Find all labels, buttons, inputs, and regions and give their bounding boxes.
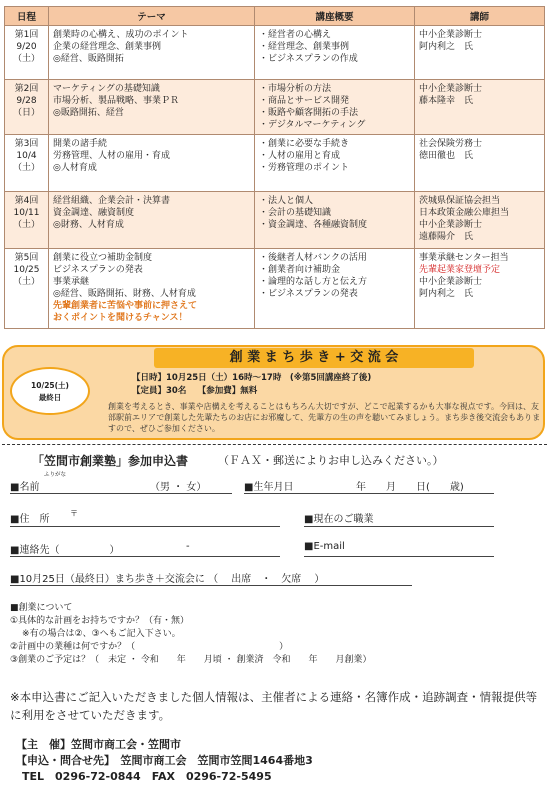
header-theme: テーマ <box>49 7 255 26</box>
header-lecturer: 講師 <box>415 7 545 26</box>
inquiry: 【申込・問合せ先】 笠間市商工会 笠間市笠間1464番地3 <box>16 754 313 767</box>
session-theme: 経営組織、企業会計・決算書 資金調達、融資制度 ◎財務、人材育成 <box>49 192 255 249</box>
session-date: 第3回 10/4 （土） <box>5 135 49 192</box>
schedule-table <box>4 6 545 329</box>
walk-underline <box>10 585 412 586</box>
table-row <box>5 26 545 80</box>
session-overview: ・法人と個人 ・会計の基礎知識 ・資金調達、各種融資制度 <box>255 192 415 249</box>
q-title: ■創業について <box>10 603 73 613</box>
session-theme: 開業の諸手続 労務管理、人材の雇用・育成 ◎人材育成 <box>49 135 255 192</box>
phone-field[interactable] <box>10 556 280 557</box>
address-label: ■住 所 <box>10 514 50 525</box>
header-date: 日程 <box>5 7 49 26</box>
table-row <box>5 80 545 135</box>
session-date: 第1回 9/20 （土） <box>5 26 49 80</box>
q1-plan[interactable]: ①具体的な計画をお持ちですか？（有・無） <box>10 616 189 626</box>
session-lecturer: 中小企業診断士 阿内利之 氏 <box>415 26 545 80</box>
event-capacity: 【定員】30名 【参加費】無料 <box>132 386 258 396</box>
privacy-notice: ※本申込書にご記入いただきました個人情報は、主催者による連絡・名簿作成・追跡調査・情報提供等に利用をさせていただきます。 <box>10 690 538 722</box>
job-field[interactable] <box>304 526 494 527</box>
phone-label: ■連絡先（ ） <box>10 545 120 556</box>
cut-line <box>2 444 547 445</box>
session-lecturer <box>415 249 545 329</box>
session-lecturer: 茨城県保証協会担当 日本政策金融公庫担当 中小企業診断士 遠藤陽介 氏 <box>415 192 545 249</box>
session-lecturer: 中小企業診断士 藤本隆幸 氏 <box>415 80 545 135</box>
email-field[interactable] <box>304 556 494 557</box>
session-theme: マーケティングの基礎知識 市場分析、製品戦略、事業ＰＲ ◎販路開拓、経営 <box>49 80 255 135</box>
session-overview: ・経営者の心構え ・経営理念、創業事例 ・ビジネスプランの作成 <box>255 26 415 80</box>
header-overview: 講座概要 <box>255 7 415 26</box>
tel-fax: TEL 0296-72-0844 FAX 0296-72-5495 <box>22 770 272 783</box>
email-label: ■E-mail <box>304 541 345 552</box>
name-field[interactable] <box>10 493 232 494</box>
q2-industry[interactable]: ②計画中の業種は何ですか？（ ） <box>10 642 289 652</box>
session-theme <box>49 249 255 329</box>
session-overview: ・創業に必要な手続き ・人材の雇用と育成 ・労務管理のポイント <box>255 135 415 192</box>
final-day-badge <box>10 367 90 415</box>
event-banner <box>2 345 545 440</box>
form-subtitle: （ＦＡＸ・郵送によりお申し込みください。） <box>218 454 444 467</box>
session-date: 第4回 10/11 （土） <box>5 192 49 249</box>
table-row <box>5 249 545 329</box>
theme-text: 創業に役立つ補助金制度 ビジネスプランの発表 事業承継 ◎経営、販路開拓、財務、人材育成 <box>53 253 196 299</box>
event-description: 創業を考えるとき、事業や店構えを考えることはもちろん大切ですが、どこで起業するかも大事な視点です。今回は、友部駅前エリアで創業した先輩たちのお店にお邪魔して、先輩方の生の声を聴いてみましょう。まち歩き後交流会もありますので、ぜひご参加ください。 <box>108 402 541 433</box>
badge-date: 10/25(土) <box>31 381 69 390</box>
session-date: 第2回 9/28 （日） <box>5 80 49 135</box>
birth-fields[interactable]: 年 月 日( 歳) <box>356 482 464 493</box>
walk-attendance[interactable]: ■10月25日（最終日）まち歩き＋交流会に （ 出席 ・ 欠席 ） <box>10 574 325 585</box>
event-datetime: 【日時】10月25日（土）16時～17時 (※第5回講座終了後) <box>132 373 372 383</box>
session-overview: ・市場分析の方法 ・商品とサービス開発 ・販路や顧客開拓の手法 ・デジタルマーケティング <box>255 80 415 135</box>
job-label: ■現在のご職業 <box>304 514 374 525</box>
name-label: ■名前 <box>10 482 40 493</box>
schedule-header-row <box>5 7 545 26</box>
phone-dash: - <box>186 541 190 552</box>
session-lecturer: 社会保険労務士 徳田徹也 氏 <box>415 135 545 192</box>
birth-field[interactable] <box>244 493 494 494</box>
session-overview: ・後継者人材バンクの活用 ・創業者向け補助金 ・論理的な話し方と伝え方 ・ビジネスプランの発表 <box>255 249 415 329</box>
table-row <box>5 135 545 192</box>
session-date: 第5回 10/25 （土） <box>5 249 49 329</box>
table-row <box>5 192 545 249</box>
badge-label: 最終日 <box>38 393 62 402</box>
theme-highlight: 先輩創業者に苦悩や事前に押さえて おくポイントを聞けるチャンス！ <box>53 301 198 323</box>
birth-label: ■生年月日 <box>244 482 294 493</box>
address-field[interactable] <box>10 526 280 527</box>
q1-note: ※有の場合は②、③へもご記入下さい。 <box>22 629 181 639</box>
lecturer-highlight: 先輩起業家登壇予定 <box>419 265 501 275</box>
q3-schedule[interactable]: ③創業のご予定は？（ 未定 ・ 令和 年 月頃 ・ 創業済 令和 年 月創業） <box>10 655 372 665</box>
postal-mark: 〒 <box>70 509 78 518</box>
lecturer-text-2: 中小企業診断士 阿内利之 氏 <box>419 277 483 299</box>
furigana-label: ふりがな <box>44 472 67 478</box>
gender-select[interactable]: （男 ・ 女） <box>150 482 207 493</box>
form-title: 「笠間市創業塾」参加申込書 <box>32 454 189 468</box>
organizer: 【主 催】笠間市商工会・笠間市 <box>16 738 181 751</box>
lecturer-text: 事業承継センター担当 <box>419 253 509 263</box>
event-title: 創 業 ま ち 歩 き + 交 流 会 <box>154 348 474 368</box>
session-theme: 創業時の心構え、成功のポイント 企業の経営理念、創業事例 ◎経営、販路開拓 <box>49 26 255 80</box>
